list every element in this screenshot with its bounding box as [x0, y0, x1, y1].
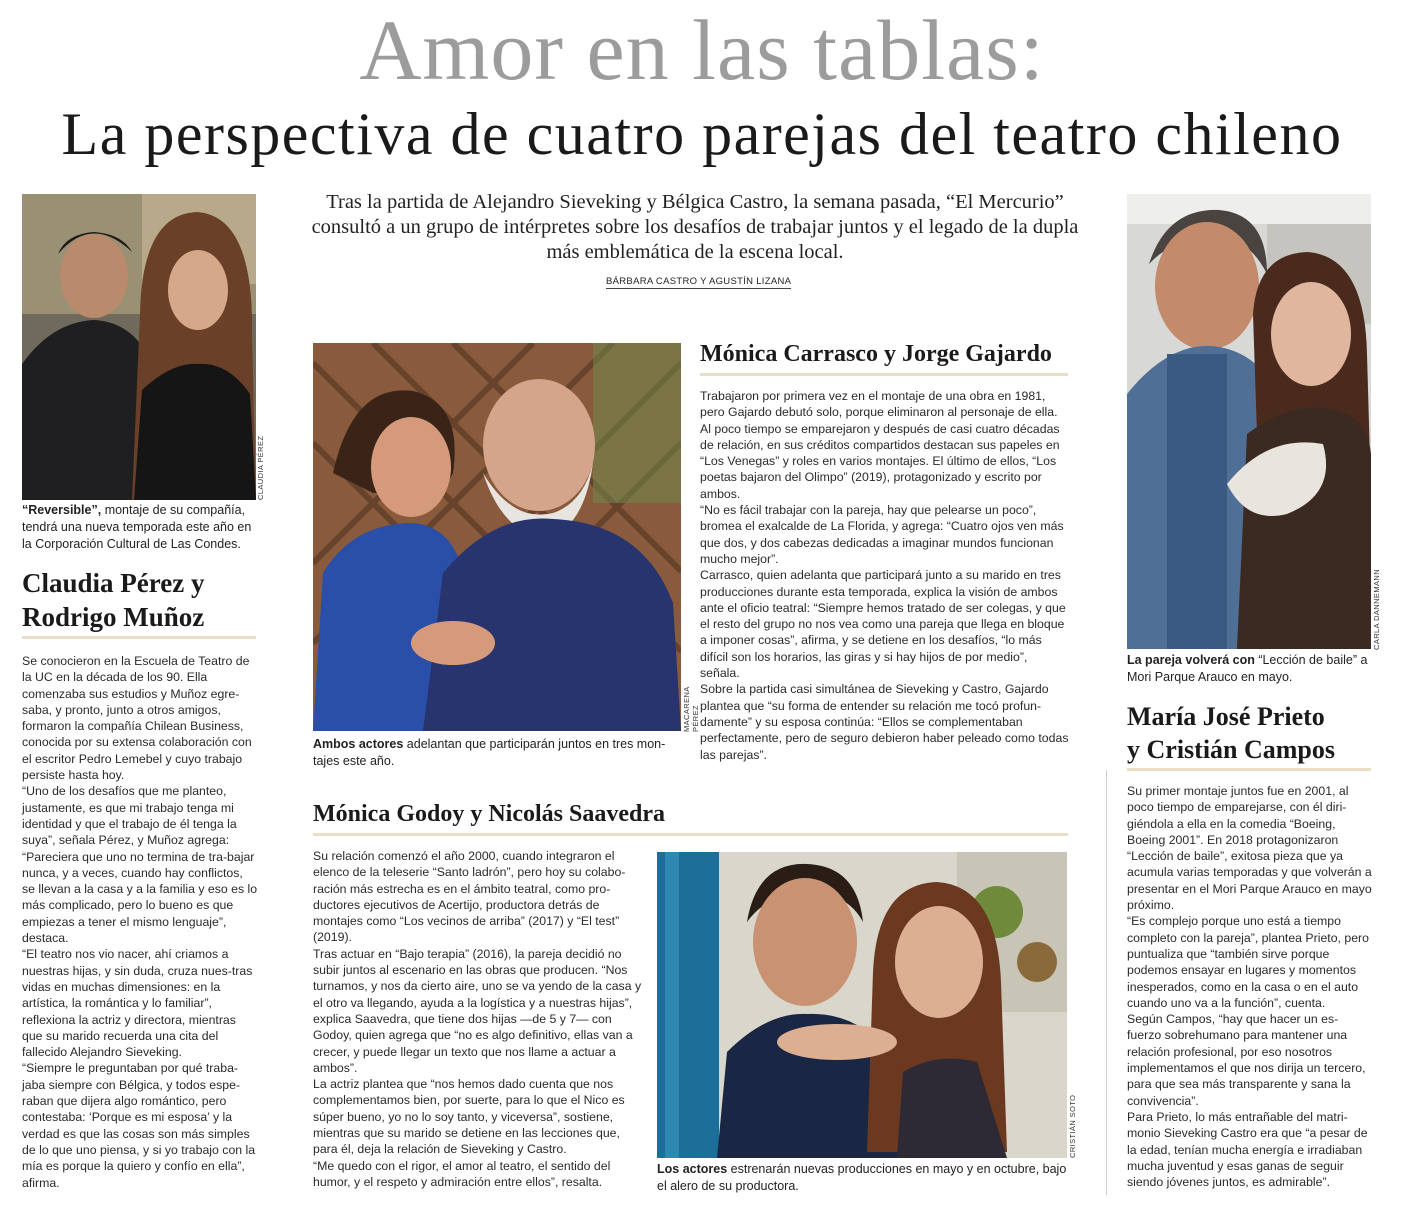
section-title: Mónica Carrasco y Jorge Gajardo — [700, 341, 1052, 367]
paragraph: “No es fácil trabajar con la pareja, hay que pelearse un poco”, bromea el exalcalde de La Florida, y agrega: “Cuatro ojos ven más que dos, y dos cabezas dedicadas a imaginar mundos funcionan mucho mejor”. — [700, 503, 1064, 566]
headline: La perspectiva de cuatro parejas del teatro chileno — [61, 101, 1343, 167]
caption-lead: La pareja volverá con — [1127, 653, 1255, 667]
photo-caption — [1127, 652, 1377, 686]
section-rule — [1127, 768, 1371, 771]
paragraph: Su relación comenzó el año 2000, cuando integraron el elenco de la teleserie “Santo ladrón”, pero hoy su colabo-ración más estrecha es en el ámbito teatral, como pro-ductores ejecutivos de Acertijo, productora detrás de montajes como “Los vecinos de arriba” (2017) y “El test” (2019). — [313, 849, 626, 945]
photo-credit: CARLA DANNEMANN — [1372, 568, 1381, 650]
photo-caption — [22, 502, 260, 553]
section-rule — [22, 636, 256, 639]
section-title-line: Rodrigo Muñoz — [22, 602, 205, 632]
section-title — [22, 566, 262, 634]
column-divider — [1106, 770, 1107, 1195]
byline: BÁRBARA CASTRO Y AGUSTÍN LIZANA — [606, 276, 792, 287]
paragraph: Para Prieto, lo más entrañable del matri-monio Sieveking Castro era que “a pesar de la edad, tenían mucha energía e irradiaban mucha juventud y esas ganas de seguir siendo jóvenes juntos, es admirable”. — [1127, 1109, 1368, 1190]
photo-credit: CLAUDIA PÉREZ — [256, 435, 265, 500]
paragraph: Tras actuar en “Bajo terapia” (2016), la pareja decidió no subir juntos al escenario en las obras que producen. “Nos turnamos, y nos da cierto aire, uno se va yendo de la casa y el otro va llegando, ayuda a la logística y a nuestras hijas”, explica Saavedra, que tiene dos hijas —de 5 y 7— con Godoy, quien agrega que “no es algo definitivo, ellas van a crecer, y puede llegar un texto que nos llame a actuar a ambos”. — [313, 946, 642, 1075]
caption-text: estrenarán nuevas producciones en mayo y en octubre, bajo el alero de su productora. — [657, 1162, 1067, 1193]
photo-caption — [313, 736, 685, 770]
paragraph: La actriz plantea que “nos hemos dado cuenta que nos complementamos bien, por suerte, para lo que el Nico es súper bueno, yo no lo soy tanto, y viceversa”, sostiene, mientras que su marido se detiene en las lecciones que, para él, deja la relación de Sieveking y Castro. — [313, 1077, 625, 1157]
caption-lead: Ambos actores — [313, 737, 404, 751]
paragraph: “Uno de los desafíos que me planteo, justamente, es que mi trabajo tenga mi identidad y que el trabajo de él tenga la suya”, señala Pérez, y Muñoz agrega: “Pareciera que uno no termina de tra-bajar nunca, y a veces, cuando hay conflictos, se llevan a la casa y a la familia y eso es lo más complicado, pero lo bueno es que empiezas a tener el mismo lenguaje”, destaca. — [22, 784, 258, 946]
paragraph: Carrasco, quien adelanta que participará junto a su marido en tres producciones durante esta temporada, explica la visión de ambos ante el oficio teatral: “Siempre hemos tratado de ser colegas, y que el resto del grupo no nos vea como una pareja que llega en bloque a imponer cosas”, afirma, y se detiene en los desafíos, “lo más difícil son los horarios, las giras y si hay hijos de por medio”, señala. — [700, 568, 1066, 681]
section-title-line: y Cristián Campos — [1127, 735, 1336, 764]
caption-text: adelantan que participarán juntos en tres mon-tajes este año. — [313, 737, 666, 768]
article-body — [22, 653, 258, 1191]
paragraph: Su primer montaje juntos fue en 2001, al poco tiempo de emparejarse, con él diri-giéndola a ella en la comedia “Boeing, Boeing 2001”. En 2018 protagonizaron “Lección de baile”, exitosa pieza que ya acumula varias temporadas y que volverán a presentar en el Mori Parque Arauco en mayo próximo. — [1127, 784, 1372, 913]
section-title: Mónica Godoy y Nicolás Saavedra — [313, 801, 665, 827]
photo-carrasco-gajardo — [313, 343, 681, 731]
article-body — [700, 388, 1070, 763]
caption-text: “Lección de baile” a Mori Parque Arauco en mayo. — [1127, 653, 1368, 684]
section-title — [1127, 700, 1387, 766]
paragraph: Trabajaron por primera vez en el montaje de una obra en 1981, pero Gajardo debutó solo, porque eliminaron al personaje de ella. Al poco tiempo se emparejaron y después de casi cuatro décadas de relación, en sus créditos compartidos destacan sus papeles en “Los Venegas” y roles en varios montajes. El último de ellos, “Los poetas bajaron del Olimpo” (2019), protagonizado y escrito por ambos. — [700, 389, 1060, 501]
lede: Tras la partida de Alejandro Sieveking y Bélgica Castro, la semana pasada, “El Mercurio” consultó a un grupo de intérpretes sobre los desafíos de trabajar juntos y el legado de la dupla más emblemática de la escena local. — [311, 191, 1079, 263]
paragraph: “Siempre le preguntaban por qué traba-jaba siempre con Bélgica, y todos espe-raban que dijera algo romántico, pero contestaba: ‘Porque es mi esposa’ y la verdad es que las cosas son más simples de lo que uno piensa, y si yo trabajo con la mía es porque la quiero y confío en ella”, afirma. — [22, 1061, 256, 1190]
kicker: Amor en las tablas: — [359, 2, 1045, 98]
caption-text: montaje de su compañía, tendrá una nueva temporada este año en la Corporación Cultural de Las Condes. — [22, 503, 252, 551]
photo-godoy-saavedra — [657, 852, 1067, 1158]
section-title-line: María José Prieto — [1127, 702, 1325, 731]
paragraph: “Es complejo porque uno está a tiempo completo con la pareja”, plantea Prieto, pero puntualiza que “también sirve porque podemos ensayar en lugares y momentos inesperados, como en la casa o en el auto cuando uno va a la función”, cuenta. — [1127, 914, 1369, 1010]
article-body — [313, 848, 645, 1190]
photo-credit: MACARENA PÉREZ — [682, 686, 700, 732]
paragraph: Sobre la partida casi simultánea de Sieveking y Castro, Gajardo plantea que “su forma de entender su relación me tocó profun-damente” y su esposa continúa: “Ellos se complementaban perfectamente, pero de seguro debieron haber peleado como todas las parejas”. — [700, 682, 1069, 762]
paragraph: “Me quedo con el rigor, el amor al teatro, el sentido del humor, y el respeto y admiración entre ellos”, resalta. — [313, 1158, 611, 1189]
paragraph: Según Campos, “hay que hacer un es-fuerzo sobrehumano para mantener una relación profesional, por eso nosotros implementamos el que nos dirija un tercero, para que sea más transparente y sana la convivencia”. — [1127, 1012, 1366, 1108]
paragraph: Se conocieron en la Escuela de Teatro de la UC en la década de los 90. Ella comenzaba sus estudios y Muñoz egre-saba, y pronto, junto a otros amigos, formaron la compañía Chilean Business, conocida por su extensa colaboración con el escritor Pedro Lemebel y cuyo trabajo persiste hasta hoy. — [22, 654, 252, 783]
article-body — [1127, 783, 1372, 1190]
paragraph: “El teatro nos vio nacer, ahí criamos a nuestras hijas, y sin duda, cruza nues-tras vidas en muchas dimensiones: en la artística, la romántica y lo familiar”, reflexiona la actriz y directora, mientras que su marido recuerda una cita del fallecido Alejandro Sieveking. — [22, 947, 253, 1060]
section-rule — [700, 373, 1068, 376]
section-title-line: Claudia Pérez y — [22, 568, 205, 598]
photo-caption — [657, 1161, 1067, 1195]
section-rule — [313, 833, 1068, 836]
photo-credit: CRISTIÁN SOTO — [1068, 1094, 1077, 1158]
photo-prieto-campos — [1127, 194, 1371, 649]
caption-lead: “Reversible”, — [22, 503, 102, 517]
caption-lead: Los actores — [657, 1162, 728, 1176]
photo-perez-munoz — [22, 194, 256, 500]
